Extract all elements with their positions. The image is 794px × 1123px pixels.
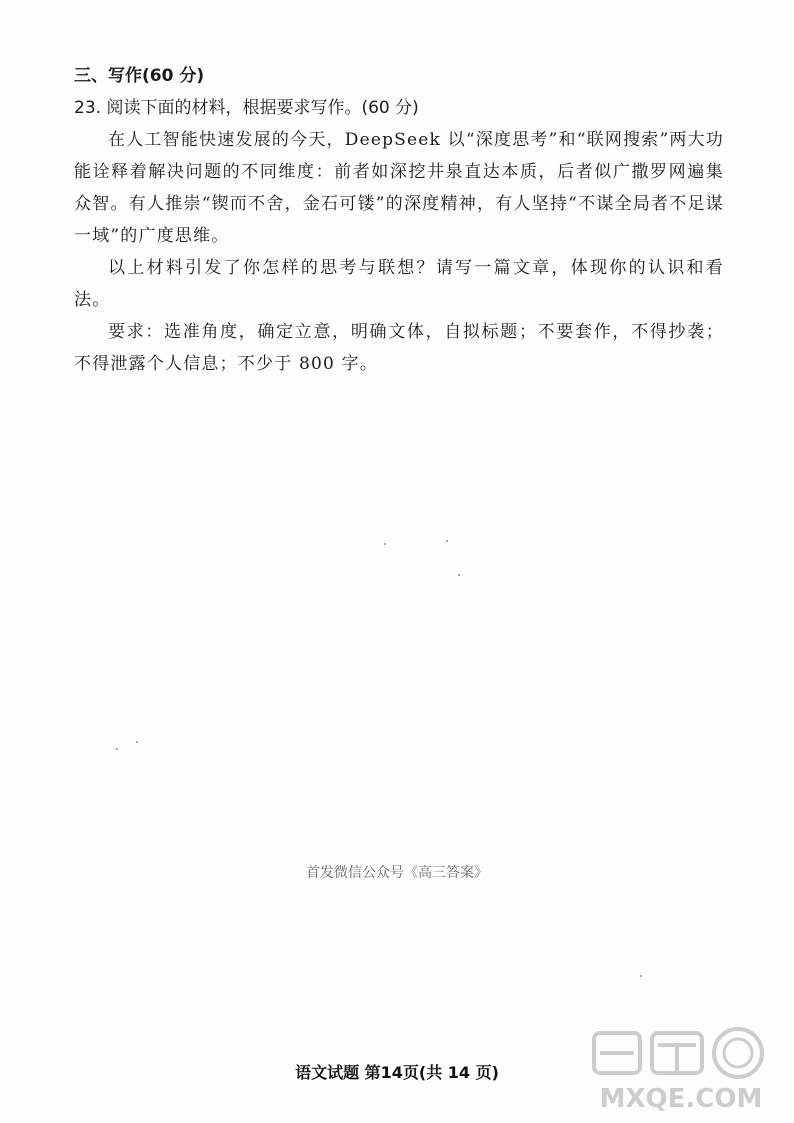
writing-section: [74, 60, 724, 380]
watermark-logo: [586, 1015, 776, 1115]
scan-speck: [640, 975, 642, 977]
logo-glyphs: [594, 1033, 702, 1073]
scan-speck: [116, 748, 118, 750]
watermark-text: 首发微信公众号《高三答案》: [306, 865, 488, 881]
requirements-paragraph: 要求：选准角度，确定立意，明确文体，自拟标题；不要套作，不得抄袭；不得泄露个人信息；不少于 800 字。: [74, 322, 724, 374]
material-paragraph: 在人工智能快速发展的今天，DeepSeek 以“深度思考”和“联网搜索”两大功能诠释着解决问题的不同维度：前者如深挖井泉直达本质，后者似广撒罗网遍集众智。有人推崇“锲而不舍，金石可镂”的深度精神，有人坚持“不谋全局者不足谋一域”的广度思维。: [74, 130, 724, 246]
prompt-paragraph: 以上材料引发了你怎样的思考与联想？请写一篇文章，体现你的认识和看法。: [74, 258, 724, 310]
logo-url-text: MXQE.COM: [599, 1084, 763, 1114]
page-footer: 语文试题 第14页(共 14 页): [295, 1063, 499, 1082]
question-title: 23. 阅读下面的材料，根据要求写作。(60 分): [74, 98, 419, 118]
scan-speck: [458, 574, 460, 576]
logo-emblem-icon: [714, 1029, 762, 1077]
scan-speck: [384, 543, 386, 545]
section-title: 三、写作(60 分): [74, 66, 205, 86]
scan-speck: [446, 540, 448, 542]
scan-speck: [136, 741, 138, 743]
